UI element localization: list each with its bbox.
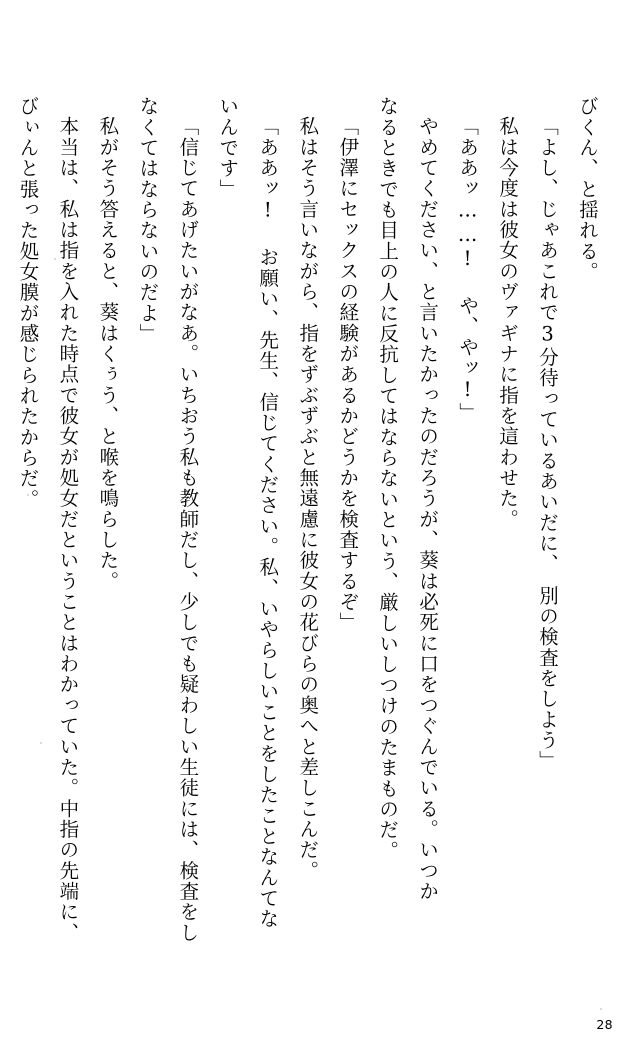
paragraph: なくてはならないのだよ」 — [136, 96, 160, 345]
body-text — [16, 96, 607, 976]
paragraph: 「ああッ! お願い、先生、信じてください。私、いやらしいことをしたことなんてな — [256, 115, 280, 929]
paragraph: いんです」 — [216, 96, 240, 200]
paragraph: 私がそう答えると、葵はくぅう、と喉を鳴らした。 — [96, 115, 120, 591]
paragraph: 「ああッ……! や、やッ!」 — [456, 115, 480, 423]
paragraph: やめてください、と言いたかったのだろうが、葵は必死に口をつぐんでいる。いつか — [416, 115, 440, 901]
paragraph: 私は今度は彼女のヴァギナに指を這わせた。 — [496, 115, 520, 529]
paragraph: 私はそう言いながら、指をずぶずぶと無遠慮に彼女の花びらの奥へと差しこんだ。 — [296, 115, 320, 881]
paragraph: びくん、と揺れる。 — [576, 96, 599, 283]
paper-speck — [600, 1008, 602, 1010]
paragraph: 「よし、じゃあこれで3分待っているあいだに、 別の検査をしよう」 — [536, 115, 560, 771]
paragraph — [0, 96, 7, 976]
paragraph: びぃんと張った処女膜が感じられたからだ。 — [16, 96, 40, 510]
paragraph: 「伊澤にセックスの経験があるかどうかを検査するぞ」 — [336, 115, 360, 633]
paragraph: 本当は、私は指を入れた時点で彼女が処女だということはわかっていた。中指の先端に、 — [56, 115, 80, 943]
paragraph: 「信じてあげたいがなあ。いちおう私も教師だし、少しでも疑わしい生徒には、検査をし — [176, 115, 200, 943]
page-number: 28 — [596, 1017, 613, 1032]
paragraph: なるときでも目上の人に反抗してはならないという、厳しいしつけのたまものだ。 — [376, 96, 400, 861]
